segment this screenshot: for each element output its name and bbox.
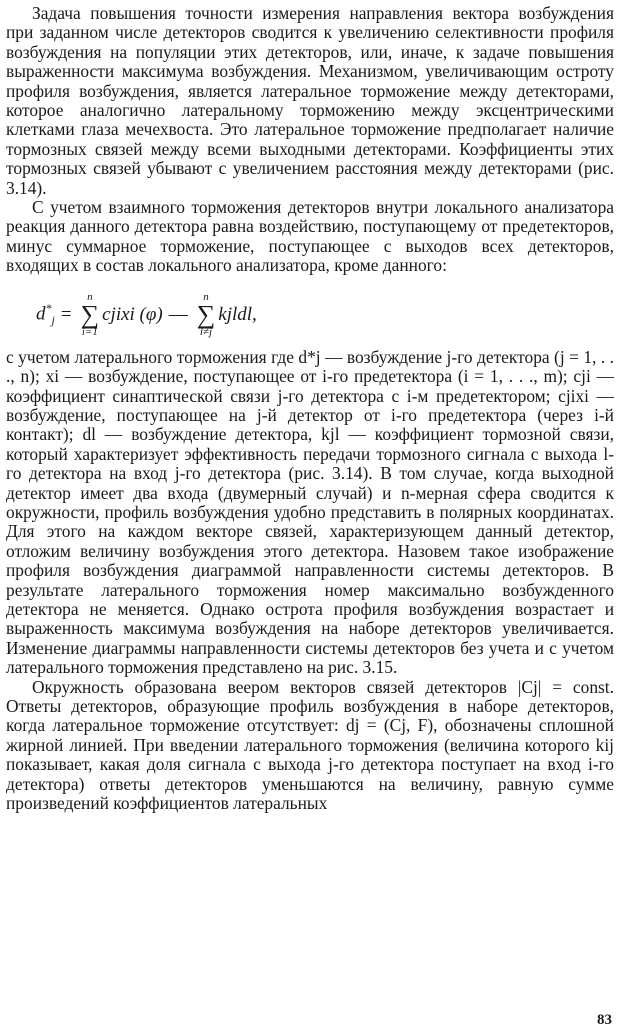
sum-symbol-1: n ∑ i=1	[80, 290, 100, 338]
paragraph-circle-description: Окружность образована веером векторов связей детекторов |Cj| = const. Ответы детекторов, образующие профиль возбуждения в наборе детекторов, когда латеральное торможение отсутствует: dj = (Cj, F), обозначены сплошной жирной линией. При введении латерального торможения (величина которого kij показывает, какая доля сигнала с выхода j-го детектора поступает на вход i-го детектора) ответы детекторов уменьшаются на величину, равную сумме произведений коэффициентов латеральных	[6, 676, 614, 814]
paragraph-intro: Задача повышения точности измерения направления вектора возбуждения при заданном числе детекторов сводится к увеличению селективности профиля возбуждения на популяции этих детекторов, или, иначе, к задаче повышения выраженности максимума возбуждения. Механизмом, увеличивающим остроту профиля возбуждения, является латеральное торможение между детекторами, которое аналогично латеральному торможению между эксцентрическими клетками глаза мечехвоста. Это латеральное торможение предполагает наличие тормозных связей между всеми выходными детекторами. Коэффициенты этих тормозных связей убывают с увеличением расстояния между детекторами (рис. 3.14).	[6, 3, 614, 198]
formula	[6, 276, 614, 348]
formula-term-1: cjixi (φ)	[102, 303, 163, 325]
sum-symbol-2: n ∑ l≠j	[196, 290, 216, 338]
page-number: 83	[597, 1012, 612, 1028]
page	[6, 0, 614, 813]
paragraph-variable-definitions: с учетом латерального торможения где d*j — возбуждение j-го детектора (j = 1, . . ., n); xi — возбуждение, поступающее от i-го предетектора (i = 1, . . ., m); cji — коэффициент синаптической связи j-го детектора с i-м предетектором; cjixi — возбуждение, поступающее на j-й детектор от i-го предетектора (через i-й контакт); dl — возбуждение детектора, kjl — коэффициент тормозной связи, который характеризует эффективность передачи тормозного сигнала с выхода l-го детектора на вход j-го детектора (рис. 3.14). В том случае, когда выходной детектор имеет два входа (двумерный случай) и n-мерная сфера сводится к окружности, профиль возбуждения удобно представить в полярных координатах. Для этого на каждом векторе связей, характеризующем данный детектор, отложим величину возбуждения этого детектора. Назовем такое изображение профиля возбуждения диаграммой направленности системы детекторов. В результате латерального торможения номер максимально возбужденного детектора не меняется. Однако острота профиля возбуждения возрастает и выраженность максимума возбуждения на наборе детекторов увеличивается. Изменение диаграммы направленности системы детекторов без учета и с учетом латерального торможения представлено на рис. 3.15.	[6, 346, 614, 678]
formula-equals: =	[60, 303, 72, 325]
formula-minus: —	[168, 303, 188, 325]
paragraph-lateral-inhibition: С учетом взаимного торможения детекторов внутри локального анализатора реакция данного детектора равна воздействию, поступающему от предетекторов, минус суммарное торможение, поступающее с выходов всех детекторов, входящих в состав локального анализатора, кроме данного:	[6, 197, 614, 276]
formula-term-2: kjldl,	[218, 303, 257, 325]
formula-expression	[36, 292, 257, 338]
formula-lhs: $d^*_j$	[36, 301, 55, 328]
